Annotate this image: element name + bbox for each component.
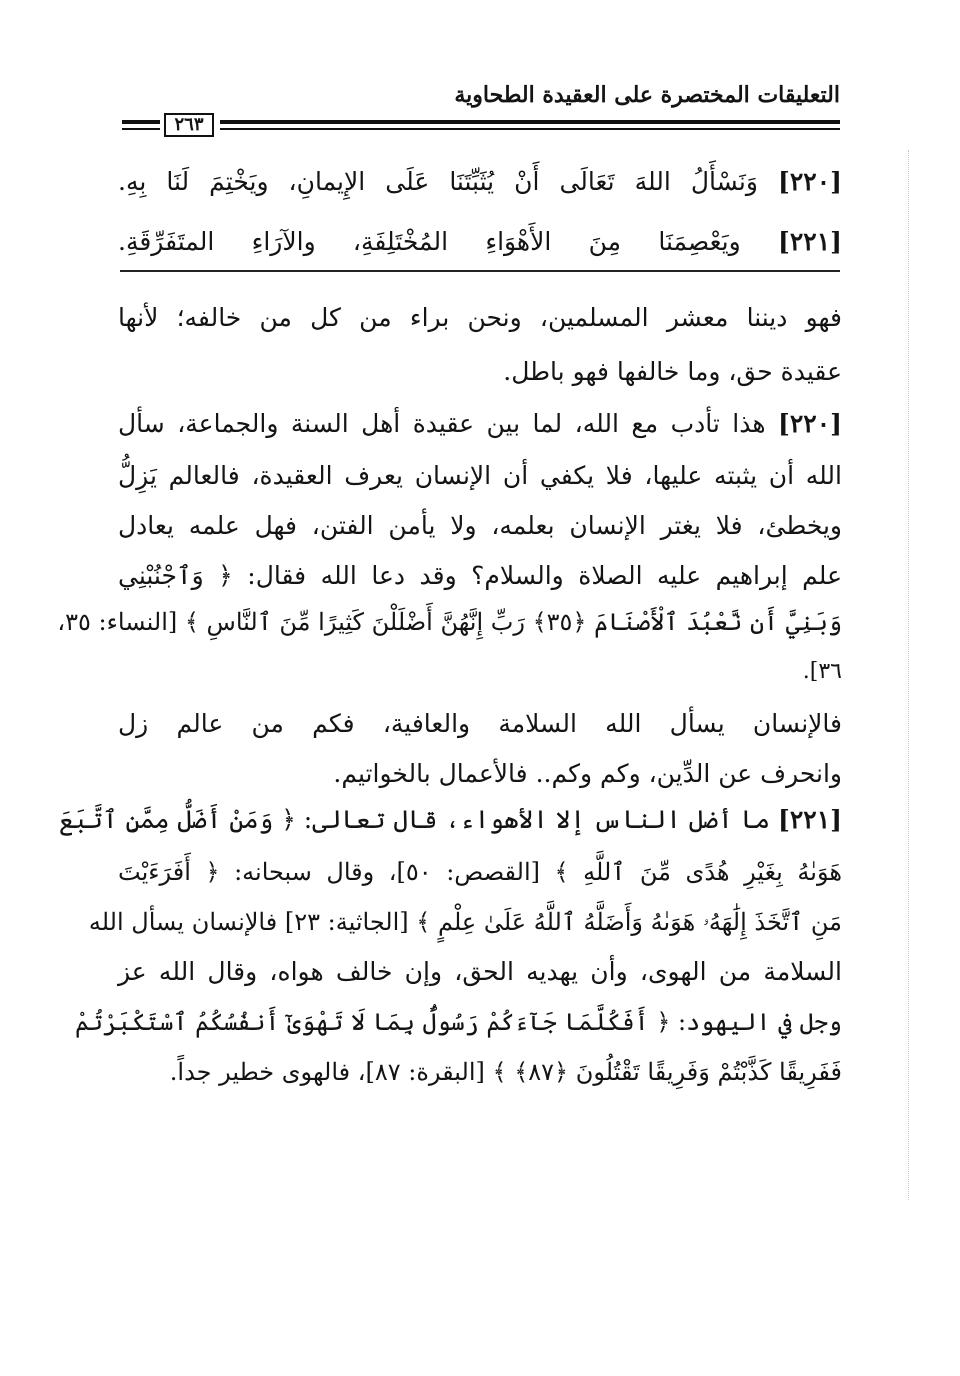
commentary-line-220 bbox=[118, 404, 842, 444]
quran-verse-line: مَنِ ٱتَّخَذَ إِلَٰهَهُۥ هَوَىٰهُ وَأَضَلَّهُ ٱللَّهُ عَلَىٰ عِلْمٍ ﴾ [الجاثية: ٢٣] فالإنسان يسأل الله bbox=[88, 908, 842, 936]
commentary-line: ويخطئ، فلا يغتر الإنسان بعلمه، ولا يأمن الفتن، فهل علمه يعادل bbox=[118, 511, 842, 540]
comment-number: [٢٢١] bbox=[778, 805, 842, 834]
quran-verse-line: فَفَرِيقًا كَذَّبْتُمْ وَفَرِيقًا تَقْتُلُونَ ﴿٨٧﴾ ﴾ [البقرة: ٨٧]، فالهوى خطير جداً. bbox=[169, 1058, 842, 1086]
matn-line-221 bbox=[118, 222, 842, 262]
matn-number: [٢٢٠] bbox=[778, 167, 842, 196]
matn-text: ويَعْصِمَنَا مِنَ الأَهْوَاءِ المُخْتَلِفَةِ، والآرَاءِ المتَفَرِّقَةِ. bbox=[118, 227, 741, 256]
header-rule bbox=[220, 120, 840, 124]
section-divider bbox=[120, 270, 840, 272]
comment-number: [٢٢٠] bbox=[778, 409, 842, 438]
commentary-line: ٣٦]. bbox=[802, 659, 842, 684]
commentary-line: عقيدة حق، وما خالفها فهو باطل. bbox=[503, 357, 842, 386]
commentary-line: فالإنسان يسأل الله السلامة والعافية، فكم من عالم زل bbox=[118, 709, 842, 738]
matn-text: وَنَسْأَلُ اللهَ تَعَالَى أَنْ يُثَبِّتَنَا عَلَى الإِيمانِ، ويَخْتِمَ لَنَا بِهِ. bbox=[118, 167, 758, 196]
quran-verse-line: وَبَنِيَّ أَن نَّعْبُدَ ٱلْأَصْنَامَ ﴿٣٥﴾ رَبِّ إِنَّهُنَّ أَضْلَلْنَ كَثِيرًا مِّنَ ٱلنَّاسِ ﴾ [النساء: ٣٥، bbox=[57, 608, 842, 636]
header-rule-left-thin bbox=[122, 128, 160, 130]
commentary-text: هذا تأدب مع الله، لما بين عقيدة أهل السنة والجماعة، سأل bbox=[118, 409, 766, 438]
commentary-line: فهو ديننا معشر المسلمين، ونحن براء من كل من خالفه؛ لأنها bbox=[118, 303, 842, 332]
matn-line-220 bbox=[118, 162, 842, 202]
commentary-line-221 bbox=[58, 800, 842, 840]
header-rule-left bbox=[122, 120, 160, 124]
commentary-line: علم إبراهيم عليه الصلاة والسلام؟ وقد دعا الله فقال: ﴿ وَٱجْنُبْنِي bbox=[118, 561, 842, 590]
margin-dotted-line bbox=[908, 150, 909, 1200]
commentary-line: السلامة من الهوى، وأن يهديه الحق، وإن خالف هواه، وقال الله عز bbox=[118, 957, 842, 986]
commentary-text: ما أضل الناس إلا الأهواء، قال تعالى: ﴿ وَمَنْ أَضَلُّ مِمَّنِ ٱتَّبَعَ bbox=[58, 805, 771, 834]
matn-number: [٢٢١] bbox=[778, 227, 842, 256]
commentary-line: الله أن يثبته عليها، فلا يكفي أن الإنسان يعرف العقيدة، فالعالم يَزِلُّ bbox=[118, 461, 842, 490]
commentary-line: وانحرف عن الدِّين، وكم وكم.. فالأعمال بالخواتيم. bbox=[333, 759, 842, 788]
quran-verse-line: هَوَىٰهُ بِغَيْرِ هُدًى مِّنَ ٱللَّهِ ﴾ [القصص: ٥٠]، وقال سبحانه: ﴿ أَفَرَءَيْتَ bbox=[118, 858, 843, 886]
page-number: ٢٦٣ bbox=[164, 113, 214, 137]
running-header-title: التعليقات المختصرة على العقيدة الطحاوية bbox=[454, 82, 840, 108]
quran-verse-line: وجل في اليهود: ﴿ أَفَكُلَّمَا جَآءَكُمْ رَسُولٌۢ بِمَا لَا تَهْوَىٰٓ أَنفُسُكُمُ ٱسْتَكْبَرْتُمْ bbox=[74, 1008, 842, 1036]
header-rule-thin bbox=[220, 128, 840, 130]
